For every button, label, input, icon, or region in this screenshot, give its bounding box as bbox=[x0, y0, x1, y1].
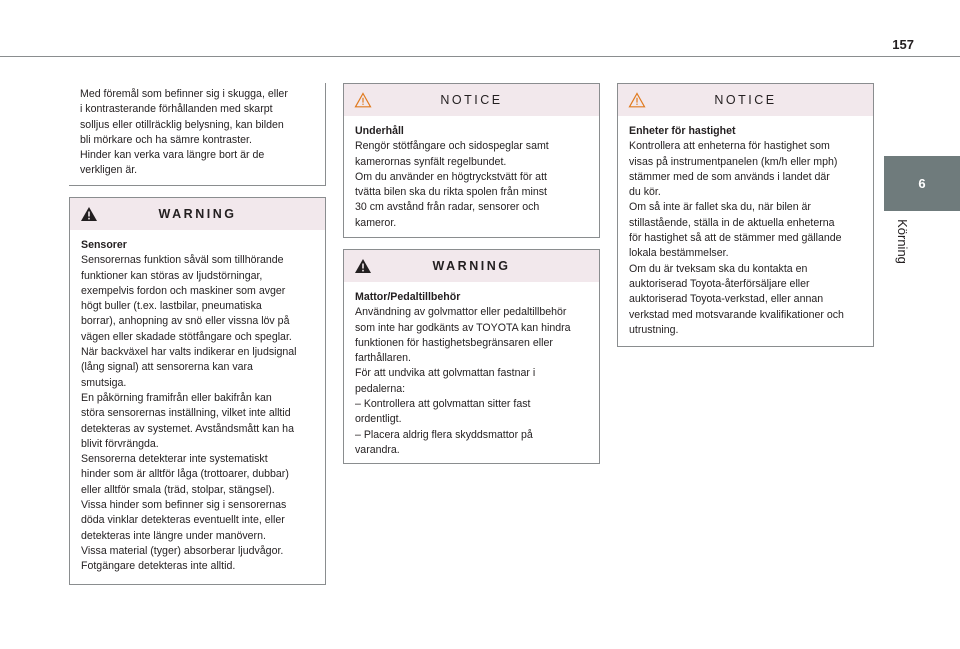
notice-body bbox=[344, 116, 599, 239]
text-line: kameror. bbox=[355, 216, 397, 229]
text-line: bli mörkare och ha sämre kontraster. bbox=[80, 133, 252, 146]
text-line: Vissa hinder som befinner sig i sensorernas bbox=[81, 499, 287, 512]
text-line: lokala bestämmelser. bbox=[629, 247, 729, 260]
text-line: När backväxel har valts indikerar en ljudsignal bbox=[81, 346, 297, 359]
text-line: exempelvis fordon och maskiner som avger bbox=[81, 284, 286, 297]
text-line: verkstad med motsvarande kvalifikationer och bbox=[629, 308, 844, 321]
text-line: Vissa material (tyger) absorberar ljudvågor. bbox=[81, 544, 284, 557]
text-line: borrar), anhopning av snö eller vissna löv på bbox=[81, 315, 290, 328]
notice-header bbox=[344, 84, 599, 116]
text-line: utrustning. bbox=[629, 323, 679, 336]
page-number: 157 bbox=[892, 37, 914, 52]
warning-heading: WARNING bbox=[432, 259, 511, 273]
text-line: Fotgängare detekteras inte alltid. bbox=[81, 560, 236, 573]
text-line: 30 cm avstånd från radar, sensorer och bbox=[355, 201, 540, 214]
notice-title: Underhåll bbox=[355, 125, 404, 137]
text-line: funktioner kan störas av ljudstörningar, bbox=[81, 269, 263, 282]
warning-header bbox=[344, 250, 599, 282]
warning-title: Mattor/Pedaltillbehör bbox=[355, 291, 461, 303]
text-line: som inte har godkänts av TOYOTA kan hindra bbox=[355, 321, 571, 334]
text-line: högt buller (t.ex. lastbilar, pneumatiska bbox=[81, 300, 262, 313]
warning-header bbox=[70, 198, 325, 230]
text-line: auktoriserad Toyota-återförsäljare eller bbox=[629, 277, 810, 290]
warning-triangle-icon bbox=[80, 206, 98, 222]
text-line: smutsiga. bbox=[81, 376, 127, 389]
text-line: Kontrollera att enheterna för hastighet som bbox=[629, 140, 830, 153]
warning-heading: WARNING bbox=[158, 207, 237, 221]
text-line: auktoriserad Toyota-verkstad, eller annan bbox=[629, 293, 824, 306]
text-line: döda vinklar detekteras eventuellt inte, eller bbox=[81, 514, 285, 527]
warning-body bbox=[70, 230, 325, 583]
text-line: tvätta bilen ska du rikta spolen från minst bbox=[355, 186, 547, 199]
text-line: visas på instrumentpanelen (km/h eller mph) bbox=[629, 155, 838, 168]
header-rule bbox=[0, 56, 960, 57]
notice-title: Enheter för hastighet bbox=[629, 125, 736, 137]
text-line: – Placera aldrig flera skyddsmattor på bbox=[355, 428, 533, 441]
text-line: detekteras av systemet. Avståndsmått kan ha bbox=[81, 422, 294, 435]
text-line: pedalerna: bbox=[355, 382, 406, 395]
warning-box-sensors bbox=[69, 197, 326, 585]
notice-heading: NOTICE bbox=[714, 93, 777, 107]
notice-triangle-icon bbox=[628, 92, 646, 108]
text-line: för hastighet så att de stämmer med gällande bbox=[629, 232, 842, 245]
chapter-title bbox=[884, 211, 920, 271]
text-line: Om så inte är fallet ska du, när bilen är bbox=[629, 201, 811, 214]
notice-header bbox=[618, 84, 873, 116]
text-line: En påkörning framifrån eller bakifrån kan bbox=[81, 391, 272, 404]
text-line: eller alltför smala (träd, stolpar, stängsel). bbox=[81, 483, 275, 496]
text-line: Rengör stötfångare och sidospeglar samt bbox=[355, 140, 549, 153]
text-line: Hinder kan verka vara längre bort är de bbox=[80, 149, 265, 162]
text-line: För att undvika att golvmattan fastnar i bbox=[355, 367, 536, 380]
text-line: farthållaren. bbox=[355, 352, 411, 365]
text-line: ordentligt. bbox=[355, 413, 402, 426]
text-line: solljus eller otillräcklig belysning, kan bilden bbox=[80, 118, 284, 131]
notice-triangle-icon bbox=[354, 92, 372, 108]
warning-box-floor-mats bbox=[343, 249, 600, 464]
warning-title: Sensorer bbox=[81, 239, 127, 251]
notice-heading: NOTICE bbox=[440, 93, 503, 107]
text-line: – Kontrollera att golvmattan sitter fast bbox=[355, 398, 531, 411]
notice-box-maintenance bbox=[343, 83, 600, 238]
warning-body bbox=[344, 282, 599, 466]
chapter-title-text: Körning bbox=[894, 218, 910, 264]
notice-box-speed-units bbox=[617, 83, 874, 347]
text-line: i kontrasterande förhållanden med skarpt bbox=[80, 103, 273, 116]
notice-body bbox=[618, 116, 873, 346]
text-line: detekteras inte längre under manövern. bbox=[81, 529, 266, 542]
text-line: stämmer med de som används i landet där bbox=[629, 170, 830, 183]
text-line: varandra. bbox=[355, 443, 400, 456]
text-line: Sensorerna detekterar inte systematiskt bbox=[81, 453, 268, 466]
text-line: hinder som är alltför låga (trottoarer, dubbar) bbox=[81, 468, 289, 481]
text-line: kamerornas synfält regelbundet. bbox=[355, 155, 507, 168]
text-line: stillastående, ställa in de aktuella enheterna bbox=[629, 216, 835, 229]
chapter-number: 6 bbox=[918, 176, 926, 191]
text-line: Om du använder en högtryckstvätt för att bbox=[355, 170, 547, 183]
text-line: blivit förvrängda. bbox=[81, 437, 159, 450]
warning-triangle-icon bbox=[354, 258, 372, 274]
text-line: du kör. bbox=[629, 186, 661, 199]
text-line: (lång signal) att sensorerna kan vara bbox=[81, 361, 253, 374]
text-line: Om du är tveksam ska du kontakta en bbox=[629, 262, 808, 275]
chapter-tab[interactable] bbox=[884, 156, 960, 211]
text-line: funktionen för hastighetsbegränsaren eller bbox=[355, 336, 553, 349]
text-line: Användning av golvmattor eller pedaltillbehör bbox=[355, 306, 567, 319]
intro-text-block bbox=[69, 83, 326, 186]
text-line: Sensorernas funktion såväl som tillhörande bbox=[81, 254, 284, 267]
text-line: störa sensorernas inställning, vilket inte alltid bbox=[81, 407, 291, 420]
text-line: Med föremål som befinner sig i skugga, eller bbox=[80, 88, 288, 100]
text-line: verkligen är. bbox=[80, 164, 138, 177]
text-line: vägen eller skadade stötfångare och speglar. bbox=[81, 330, 292, 343]
